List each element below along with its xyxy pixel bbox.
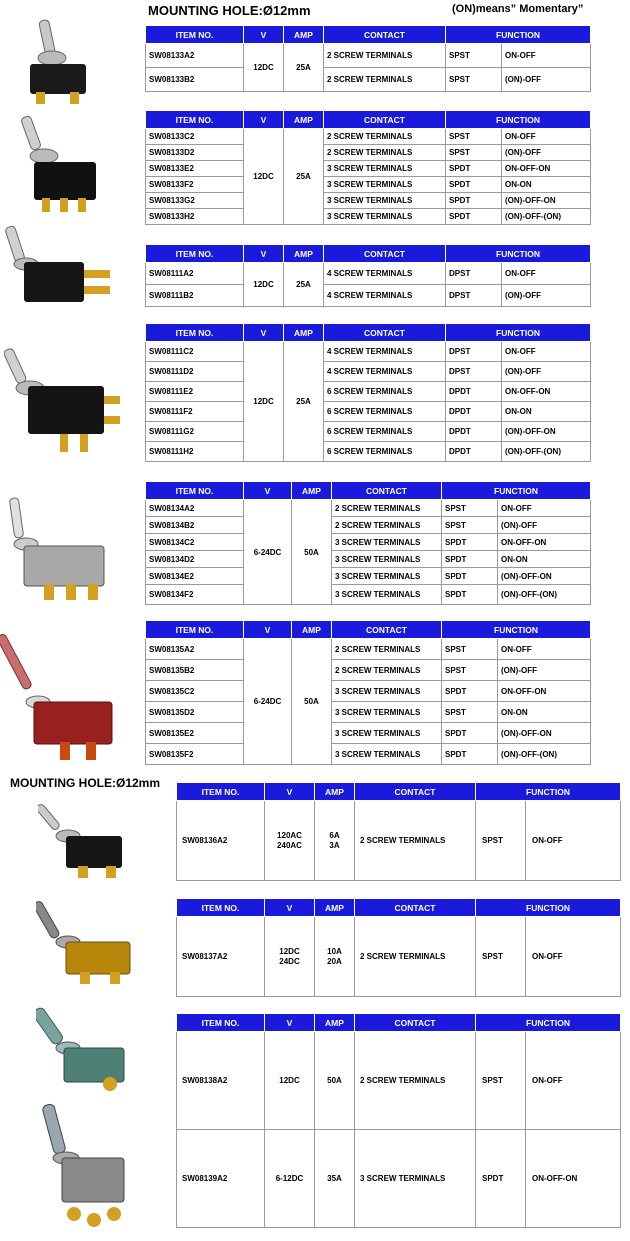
table-row bbox=[146, 382, 591, 402]
function-cell: (ON)-OFF-(ON) bbox=[502, 209, 591, 225]
item-no: SW08133B2 bbox=[146, 68, 244, 92]
contact-cell: 3 SCREW TERMINALS bbox=[332, 585, 442, 605]
table-row bbox=[146, 68, 591, 92]
toggle-switch-photo bbox=[12, 14, 108, 110]
contact-cell: 4 SCREW TERMINALS bbox=[324, 285, 446, 307]
toggle-switch-photo bbox=[40, 1102, 136, 1234]
pole-cell: SPST bbox=[442, 702, 498, 723]
function-cell: (ON)-OFF-ON bbox=[502, 422, 591, 442]
toggle-switch-photo bbox=[0, 630, 122, 770]
col-voltage: V bbox=[265, 783, 315, 801]
spec-table bbox=[176, 782, 621, 881]
item-no: SW08135A2 bbox=[146, 639, 244, 660]
table-row bbox=[146, 422, 591, 442]
col-voltage: V bbox=[244, 245, 284, 263]
item-no: SW08134F2 bbox=[146, 585, 244, 605]
function-cell: (ON)-OFF-ON bbox=[498, 723, 591, 744]
item-no: SW08135D2 bbox=[146, 702, 244, 723]
col-function: FUNCTION bbox=[446, 324, 591, 342]
voltage-cell: 12DC bbox=[265, 1032, 315, 1130]
toggle-switch-photo bbox=[4, 340, 124, 458]
voltage-value: 12DC 24DC bbox=[279, 946, 300, 966]
table-header-row bbox=[177, 1014, 621, 1032]
pole-cell: SPST bbox=[446, 68, 502, 92]
function-cell: ON-ON bbox=[498, 551, 591, 568]
pole-cell: DPST bbox=[446, 342, 502, 362]
col-amp: AMP bbox=[292, 482, 332, 500]
col-contact: CONTACT bbox=[324, 245, 446, 263]
contact-cell: 2 SCREW TERMINALS bbox=[324, 129, 446, 145]
pole-cell: SPST bbox=[446, 145, 502, 161]
table-row bbox=[146, 534, 591, 551]
function-cell: ON-OFF-ON bbox=[502, 161, 591, 177]
function-cell: ON-OFF bbox=[498, 500, 591, 517]
contact-cell: 3 SCREW TERMINALS bbox=[332, 568, 442, 585]
item-no: SW08138A2 bbox=[177, 1032, 265, 1130]
item-no: SW08134B2 bbox=[146, 517, 244, 534]
voltage-cell: 6-24DC bbox=[244, 500, 292, 605]
table-row bbox=[146, 517, 591, 534]
item-no: SW08133G2 bbox=[146, 193, 244, 209]
function-cell: (ON)-OFF-ON bbox=[502, 193, 591, 209]
toggle-switch-photo bbox=[38, 796, 138, 888]
table-row bbox=[146, 285, 591, 307]
table-row bbox=[177, 917, 621, 997]
col-item-no: ITEM NO. bbox=[146, 621, 244, 639]
function-cell: ON-OFF bbox=[498, 639, 591, 660]
function-cell: (ON)-OFF bbox=[502, 68, 591, 92]
voltage-cell bbox=[265, 917, 315, 997]
mounting-hole-title-lower: MOUNTING HOLE:Ø12mm bbox=[10, 776, 161, 790]
spec-table bbox=[145, 620, 591, 765]
table-row bbox=[146, 193, 591, 209]
col-voltage: V bbox=[244, 26, 284, 44]
contact-cell: 4 SCREW TERMINALS bbox=[324, 263, 446, 285]
col-item-no: ITEM NO. bbox=[177, 1014, 265, 1032]
item-no: SW08133F2 bbox=[146, 177, 244, 193]
voltage-cell bbox=[265, 801, 315, 881]
amp-cell: 50A bbox=[292, 639, 332, 765]
toggle-switch-photo bbox=[4, 222, 120, 314]
table-row bbox=[146, 568, 591, 585]
amp-cell: 25A bbox=[284, 263, 324, 307]
table-header-row bbox=[146, 482, 591, 500]
pole-cell: SPDT bbox=[442, 568, 498, 585]
contact-cell: 3 SCREW TERMINALS bbox=[332, 551, 442, 568]
pole-cell: SPDT bbox=[442, 551, 498, 568]
function-cell: (ON)-OFF-(ON) bbox=[502, 442, 591, 462]
contact-cell: 3 SCREW TERMINALS bbox=[332, 723, 442, 744]
col-voltage: V bbox=[244, 621, 292, 639]
pole-cell: SPST bbox=[442, 639, 498, 660]
contact-cell: 6 SCREW TERMINALS bbox=[324, 402, 446, 422]
contact-cell: 2 SCREW TERMINALS bbox=[355, 917, 476, 997]
pole-cell: SPDT bbox=[442, 681, 498, 702]
function-cell: ON-OFF bbox=[526, 917, 621, 997]
spec-table bbox=[145, 244, 591, 307]
voltage-cell: 12DC bbox=[244, 342, 284, 462]
col-amp: AMP bbox=[315, 899, 355, 917]
momentary-note: (ON)means” Momentary” bbox=[452, 3, 584, 15]
contact-cell: 2 SCREW TERMINALS bbox=[324, 68, 446, 92]
table-row bbox=[146, 660, 591, 681]
col-item-no: ITEM NO. bbox=[146, 324, 244, 342]
function-cell: ON-OFF-ON bbox=[498, 534, 591, 551]
col-contact: CONTACT bbox=[332, 621, 442, 639]
function-cell: ON-OFF bbox=[526, 801, 621, 881]
pole-cell: SPDT bbox=[446, 161, 502, 177]
contact-cell: 3 SCREW TERMINALS bbox=[324, 161, 446, 177]
col-voltage: V bbox=[265, 1014, 315, 1032]
function-cell: ON-ON bbox=[498, 702, 591, 723]
pole-cell: SPST bbox=[446, 129, 502, 145]
contact-cell: 3 SCREW TERMINALS bbox=[355, 1130, 476, 1228]
function-cell: ON-OFF bbox=[502, 263, 591, 285]
contact-cell: 2 SCREW TERMINALS bbox=[332, 500, 442, 517]
table-header-row bbox=[177, 783, 621, 801]
contact-cell: 2 SCREW TERMINALS bbox=[332, 639, 442, 660]
function-cell: ON-ON bbox=[502, 402, 591, 422]
pole-cell: SPST bbox=[476, 917, 526, 997]
col-item-no: ITEM NO. bbox=[177, 899, 265, 917]
voltage-cell: 12DC bbox=[244, 44, 284, 92]
amp-cell bbox=[315, 917, 355, 997]
pole-cell: DPST bbox=[446, 362, 502, 382]
table-row bbox=[146, 177, 591, 193]
col-contact: CONTACT bbox=[324, 111, 446, 129]
col-function: FUNCTION bbox=[446, 111, 591, 129]
item-no: SW08134E2 bbox=[146, 568, 244, 585]
col-contact: CONTACT bbox=[324, 26, 446, 44]
function-cell: ON-OFF bbox=[526, 1032, 621, 1130]
table-row bbox=[146, 402, 591, 422]
pole-cell: SPDT bbox=[446, 177, 502, 193]
table-row bbox=[146, 342, 591, 362]
contact-cell: 6 SCREW TERMINALS bbox=[324, 382, 446, 402]
item-no: SW08135C2 bbox=[146, 681, 244, 702]
col-contact: CONTACT bbox=[355, 1014, 476, 1032]
table-header-row bbox=[146, 621, 591, 639]
contact-cell: 3 SCREW TERMINALS bbox=[332, 744, 442, 765]
function-cell: (ON)-OFF bbox=[498, 660, 591, 681]
col-function: FUNCTION bbox=[442, 621, 591, 639]
col-amp: AMP bbox=[284, 324, 324, 342]
table-row bbox=[146, 44, 591, 68]
pole-cell: SPST bbox=[442, 517, 498, 534]
table-row bbox=[146, 585, 591, 605]
contact-cell: 2 SCREW TERMINALS bbox=[355, 801, 476, 881]
table-header-row bbox=[177, 899, 621, 917]
pole-cell: DPDT bbox=[446, 442, 502, 462]
toggle-switch-photo bbox=[12, 112, 108, 220]
contact-cell: 3 SCREW TERMINALS bbox=[332, 534, 442, 551]
toggle-switch-photo bbox=[4, 496, 118, 614]
contact-cell: 3 SCREW TERMINALS bbox=[324, 209, 446, 225]
col-item-no: ITEM NO. bbox=[146, 111, 244, 129]
table-row bbox=[146, 500, 591, 517]
contact-cell: 2 SCREW TERMINALS bbox=[332, 660, 442, 681]
pole-cell: SPDT bbox=[442, 744, 498, 765]
item-no: SW08134A2 bbox=[146, 500, 244, 517]
amp-cell: 50A bbox=[292, 500, 332, 605]
col-amp: AMP bbox=[315, 1014, 355, 1032]
item-no: SW08111A2 bbox=[146, 263, 244, 285]
table-row bbox=[146, 209, 591, 225]
pole-cell: SPDT bbox=[442, 534, 498, 551]
contact-cell: 6 SCREW TERMINALS bbox=[324, 442, 446, 462]
col-voltage: V bbox=[265, 899, 315, 917]
table-row bbox=[146, 442, 591, 462]
amp-cell: 25A bbox=[284, 342, 324, 462]
item-no: SW08135F2 bbox=[146, 744, 244, 765]
function-cell: (ON)-OFF-ON bbox=[498, 568, 591, 585]
pole-cell: SPDT bbox=[446, 209, 502, 225]
contact-cell: 3 SCREW TERMINALS bbox=[324, 193, 446, 209]
item-no: SW08133H2 bbox=[146, 209, 244, 225]
contact-cell: 3 SCREW TERMINALS bbox=[332, 702, 442, 723]
voltage-cell: 12DC bbox=[244, 129, 284, 225]
table-row bbox=[146, 551, 591, 568]
col-amp: AMP bbox=[284, 245, 324, 263]
col-function: FUNCTION bbox=[476, 1014, 621, 1032]
pole-cell: SPDT bbox=[442, 585, 498, 605]
pole-cell: SPDT bbox=[442, 723, 498, 744]
spec-table bbox=[176, 898, 621, 997]
pole-cell: DPDT bbox=[446, 402, 502, 422]
item-no: SW08111G2 bbox=[146, 422, 244, 442]
amp-cell: 50A bbox=[315, 1032, 355, 1130]
table-row bbox=[146, 161, 591, 177]
item-no: SW08136A2 bbox=[177, 801, 265, 881]
function-cell: (ON)-OFF bbox=[502, 145, 591, 161]
pole-cell: DPST bbox=[446, 263, 502, 285]
function-cell: (ON)-OFF-(ON) bbox=[498, 585, 591, 605]
table-row bbox=[146, 129, 591, 145]
amp-value: 6A 3A bbox=[329, 830, 340, 850]
col-amp: AMP bbox=[315, 783, 355, 801]
function-cell: ON-OFF-ON bbox=[526, 1130, 621, 1228]
item-no: SW08111H2 bbox=[146, 442, 244, 462]
table-header-row bbox=[146, 26, 591, 44]
toggle-switch-photo bbox=[36, 896, 146, 992]
table-row bbox=[177, 801, 621, 881]
col-function: FUNCTION bbox=[446, 26, 591, 44]
function-cell: ON-OFF-ON bbox=[502, 382, 591, 402]
function-cell: (ON)-OFF bbox=[502, 285, 591, 307]
item-no: SW08134C2 bbox=[146, 534, 244, 551]
col-item-no: ITEM NO. bbox=[146, 482, 244, 500]
amp-cell: 25A bbox=[284, 44, 324, 92]
col-contact: CONTACT bbox=[355, 899, 476, 917]
contact-cell: 2 SCREW TERMINALS bbox=[332, 517, 442, 534]
table-row bbox=[146, 362, 591, 382]
pole-cell: SPDT bbox=[446, 193, 502, 209]
col-function: FUNCTION bbox=[476, 783, 621, 801]
spec-table bbox=[176, 1013, 621, 1228]
table-row bbox=[146, 145, 591, 161]
contact-cell: 4 SCREW TERMINALS bbox=[324, 342, 446, 362]
contact-cell: 2 SCREW TERMINALS bbox=[324, 44, 446, 68]
col-contact: CONTACT bbox=[355, 783, 476, 801]
function-cell: ON-OFF bbox=[502, 129, 591, 145]
amp-cell: 35A bbox=[315, 1130, 355, 1228]
contact-cell: 2 SCREW TERMINALS bbox=[355, 1032, 476, 1130]
pole-cell: SPST bbox=[476, 1032, 526, 1130]
function-cell: (ON)-OFF-(ON) bbox=[498, 744, 591, 765]
amp-cell: 25A bbox=[284, 129, 324, 225]
item-no: SW08111C2 bbox=[146, 342, 244, 362]
pole-cell: DPDT bbox=[446, 382, 502, 402]
function-cell: ON-OFF-ON bbox=[498, 681, 591, 702]
pole-cell: SPST bbox=[442, 500, 498, 517]
voltage-cell: 6-12DC bbox=[265, 1130, 315, 1228]
table-row bbox=[146, 639, 591, 660]
table-row bbox=[146, 702, 591, 723]
spec-table bbox=[145, 25, 591, 92]
mounting-hole-title: MOUNTING HOLE:Ø12mm bbox=[148, 3, 311, 18]
contact-cell: 4 SCREW TERMINALS bbox=[324, 362, 446, 382]
contact-cell: 6 SCREW TERMINALS bbox=[324, 422, 446, 442]
contact-cell: 3 SCREW TERMINALS bbox=[324, 177, 446, 193]
table-header-row bbox=[146, 111, 591, 129]
item-no: SW08137A2 bbox=[177, 917, 265, 997]
table-row bbox=[146, 263, 591, 285]
contact-cell: 3 SCREW TERMINALS bbox=[332, 681, 442, 702]
pole-cell: SPST bbox=[442, 660, 498, 681]
item-no: SW08111F2 bbox=[146, 402, 244, 422]
spec-table bbox=[145, 481, 591, 605]
item-no: SW08135B2 bbox=[146, 660, 244, 681]
table-header-row bbox=[146, 245, 591, 263]
col-item-no: ITEM NO. bbox=[146, 245, 244, 263]
toggle-switch-photo bbox=[36, 1004, 136, 1096]
amp-cell bbox=[315, 801, 355, 881]
pole-cell: DPDT bbox=[446, 422, 502, 442]
pole-cell: DPST bbox=[446, 285, 502, 307]
voltage-cell: 12DC bbox=[244, 263, 284, 307]
amp-value: 10A 20A bbox=[327, 946, 342, 966]
col-voltage: V bbox=[244, 482, 292, 500]
table-row bbox=[146, 681, 591, 702]
item-no: SW08111E2 bbox=[146, 382, 244, 402]
contact-cell: 2 SCREW TERMINALS bbox=[324, 145, 446, 161]
pole-cell: SPST bbox=[446, 44, 502, 68]
table-row bbox=[177, 1032, 621, 1130]
col-amp: AMP bbox=[284, 111, 324, 129]
voltage-value: 120AC 240AC bbox=[277, 830, 302, 850]
table-row bbox=[146, 744, 591, 765]
item-no: SW08111B2 bbox=[146, 285, 244, 307]
table-header-row bbox=[146, 324, 591, 342]
table-row bbox=[146, 723, 591, 744]
item-no: SW08111D2 bbox=[146, 362, 244, 382]
col-contact: CONTACT bbox=[332, 482, 442, 500]
function-cell: (ON)-OFF bbox=[502, 362, 591, 382]
col-voltage: V bbox=[244, 111, 284, 129]
item-no: SW08133E2 bbox=[146, 161, 244, 177]
col-function: FUNCTION bbox=[446, 245, 591, 263]
spec-table bbox=[145, 110, 591, 225]
item-no: SW08133D2 bbox=[146, 145, 244, 161]
col-function: FUNCTION bbox=[476, 899, 621, 917]
col-item-no: ITEM NO. bbox=[146, 26, 244, 44]
function-cell: ON-OFF bbox=[502, 44, 591, 68]
item-no: SW08135E2 bbox=[146, 723, 244, 744]
pole-cell: SPST bbox=[476, 801, 526, 881]
col-amp: AMP bbox=[284, 26, 324, 44]
col-amp: AMP bbox=[292, 621, 332, 639]
item-no: SW08134D2 bbox=[146, 551, 244, 568]
voltage-cell: 6-24DC bbox=[244, 639, 292, 765]
col-item-no: ITEM NO. bbox=[177, 783, 265, 801]
function-cell: ON-ON bbox=[502, 177, 591, 193]
col-voltage: V bbox=[244, 324, 284, 342]
pole-cell: SPDT bbox=[476, 1130, 526, 1228]
item-no: SW08139A2 bbox=[177, 1130, 265, 1228]
item-no: SW08133C2 bbox=[146, 129, 244, 145]
col-function: FUNCTION bbox=[442, 482, 591, 500]
col-contact: CONTACT bbox=[324, 324, 446, 342]
item-no: SW08133A2 bbox=[146, 44, 244, 68]
function-cell: ON-OFF bbox=[502, 342, 591, 362]
spec-table bbox=[145, 323, 591, 462]
function-cell: (ON)-OFF bbox=[498, 517, 591, 534]
table-row bbox=[177, 1130, 621, 1228]
